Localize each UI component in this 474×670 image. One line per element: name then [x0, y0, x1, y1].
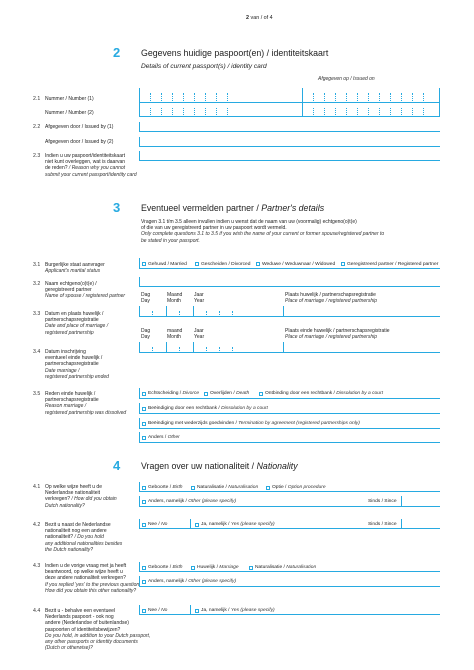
court-dissolution-checkbox[interactable]	[259, 392, 263, 396]
issued-on-header: Afgegeven op / Issued on	[318, 76, 375, 82]
dissolution-row-4	[139, 432, 440, 443]
section-3-number: 3	[113, 200, 121, 215]
since-label: Sinds / Since	[368, 499, 397, 504]
no-other-documents-checkbox[interactable]	[142, 609, 146, 613]
issued-by-1-label: Afgegeven door / Issued by (1)	[45, 124, 114, 130]
question-number: 3.5	[33, 391, 41, 397]
other-method-option-label: Anders, namelijk / Other (please specify)	[148, 579, 237, 584]
dissolution-reason-label: Reden einde huwelijk / partnerschapsregistratie Reason marriage / registered partnership was dissolved	[45, 391, 127, 416]
marriage-option-label: Huwelijk / Marriage	[197, 565, 239, 570]
day-header: Dag Day	[141, 328, 151, 341]
court-termination-option-label: Beëindiging door een rechtbank / Dissolution by a court	[148, 406, 268, 411]
mutual-agreement-checkbox[interactable]	[142, 422, 146, 426]
naturalisation-option-label: Naturalisatie / Naturalisation	[255, 565, 317, 570]
widowed-checkbox[interactable]	[256, 262, 260, 266]
birth-option-label: Geboorte / Birth	[148, 485, 183, 490]
other-nationality-method-label: Indien u de vorige vraag met ja heeft beantwoord, op welke wijze heeft u deze andere nationaliteit verkregen? If you replied 'yes' to the previous question, How did you obtain this other nationality?	[45, 563, 141, 594]
section-4-title: Vragen over uw nationaliteit / Nationality	[141, 461, 298, 471]
section-2-title: Gegevens huidige paspoort(en) / identiteitskaart	[141, 48, 329, 58]
passport-number-1-label: Nummer / Number (1)	[45, 96, 94, 102]
page-number: 2	[246, 15, 249, 21]
other-method-checkbox[interactable]	[142, 580, 146, 584]
question-number: 3.2	[33, 281, 41, 287]
marriage-date-place-label: Datum en plaats huwelijk / partnerschapsregistratie Date and place of marriage / registered partnership	[45, 311, 109, 336]
naturalisation-checkbox[interactable]	[191, 486, 195, 490]
mutual-agreement-option-label: Beëindiging met wederzijds goedvinden / Termination by agreement (registered partnerships only)	[148, 421, 360, 426]
birth-checkbox[interactable]	[142, 486, 146, 490]
question-number: 2.1	[33, 96, 41, 102]
month-header: maand Month	[167, 328, 183, 341]
no-option-label: Nee / No	[148, 522, 168, 527]
spouse-name-label: Naam echtgeno(o)t(e) / geregistreerd partner Name of spouse / registered partner	[45, 281, 126, 300]
question-number: 4.2	[33, 522, 41, 528]
question-number: 3.3	[33, 311, 41, 317]
no-option-label: Nee / No	[148, 608, 168, 613]
other-reason-option-label: Anders / Other	[148, 435, 180, 440]
divorced-checkbox[interactable]	[195, 262, 199, 266]
section-3-title: Eventueel vermelden partner / Partner's details	[141, 203, 325, 213]
other-nationality-method-checkbox[interactable]	[142, 500, 146, 504]
section-2-number: 2	[113, 45, 121, 60]
death-checkbox[interactable]	[204, 392, 208, 396]
marital-status-label: Burgerlijke staat aanvrager Applicant's marital status	[45, 262, 105, 275]
birth-option-label: Geboorte / Birth	[148, 565, 183, 570]
page-counter	[246, 15, 273, 21]
month-header: Maand Month	[167, 292, 183, 305]
naturalisation-option-label: Naturalisatie / Naturalisation	[197, 485, 259, 490]
yes-other-documents-checkbox[interactable]	[195, 609, 199, 613]
marriage-date-field[interactable]	[139, 306, 440, 317]
other-documents-label: Bezit u - behalve een eventueel Nederlands paspoort - ook nog andere (Nederlandse of buitenlandse) paspoorten of identiteitsbewijzen? Do you hold, in addition to your Dutch passport, any other passports or identity documents (Dutch or otherwise)?	[45, 608, 151, 652]
married-checkbox[interactable]	[142, 262, 146, 266]
yes-other-nationality-checkbox[interactable]	[195, 523, 199, 527]
marriage-checkbox[interactable]	[191, 566, 195, 570]
issued-by-1-field[interactable]	[139, 122, 440, 132]
passport-number-2-field[interactable]	[139, 103, 440, 117]
no-passport-reason-label: Indien u uw paspoort/identiteitskaart niet kunt overleggen, wat is daarvan de reden? / Reason why you cannot submit your current passport/identity card	[45, 153, 137, 178]
registered-partner-option-label: Geregistreerd partner / Registered partner	[347, 261, 439, 267]
other-method-option-label: Anders, namelijk / Other (please specify)	[148, 499, 237, 504]
divorce-checkbox[interactable]	[142, 392, 146, 396]
place-header: Plaats einde huwelijk / partnerschapsregistratie Place of marriage / registered partnership	[285, 328, 390, 341]
yes-option-label: Ja, namelijk / Yes (please specify)	[201, 522, 275, 527]
section-4-number: 4	[113, 458, 121, 473]
option-procedure-checkbox[interactable]	[266, 486, 270, 490]
other-reason-checkbox[interactable]	[142, 436, 146, 440]
divorced-option-label: Gescheiden / Divorced	[201, 261, 251, 267]
yes-option-label: Ja, namelijk / Yes (please specify)	[201, 608, 275, 613]
question-number: 2.2	[33, 124, 41, 130]
question-number: 3.4	[33, 349, 41, 355]
married-option-label: Gehuwd / Married	[148, 261, 187, 267]
question-number: 3.1	[33, 262, 41, 268]
question-number: 2.3	[33, 153, 41, 159]
place-header: Plaats huwelijk / partnerschapsregistratie Place of marriage / registered partnership	[285, 292, 377, 305]
no-other-nationality-checkbox[interactable]	[142, 523, 146, 527]
marriage-end-date-field[interactable]	[139, 342, 440, 353]
passport-number-1-field[interactable]	[139, 88, 440, 103]
divorce-option-label: Echtscheiding / Divorce	[148, 391, 200, 396]
day-header: Dag Day	[141, 292, 151, 305]
year-header: Jaar Year	[194, 292, 205, 305]
other-nationality-label: Bezit u naast de Nederlandse nationaliteit nog een andere nationaliteit? / Do you hold any additional nationalities besides the Dutch nationality?	[45, 522, 123, 553]
other-documents-row	[139, 605, 440, 615]
section-3-intro: Vragen 3.1 t/m 3.5 alleen invullen indien u wenst dat de naam van uw (voormalig) echtgeno(o)t(e) of die van uw geregistreerd partner in uw paspoort wordt vermeld. Only complete questions 3.1 to 3.5 if you wish the name of your current or former spouse/registered partner to be stated in your passport.	[141, 219, 385, 244]
court-dissolution-option-label: Ontbinding door een rechtbank / Dissolution by a court	[265, 391, 383, 396]
marriage-end-date-label: Datum inschrijving eventueel einde huwelijk / partnerschapsregistratie Date marriage / registered partnership ended	[45, 349, 109, 380]
naturalisation-checkbox[interactable]	[249, 566, 253, 570]
widowed-option-label: Weduwe / Weduwnaar / Widowed	[262, 261, 336, 267]
since-label: Sinds / Since	[368, 522, 397, 527]
passport-number-2-label: Nummer / Number (2)	[45, 110, 94, 116]
question-number: 4.3	[33, 563, 41, 569]
section-2-subtitle: Details of current passport(s) / identity card	[141, 63, 267, 70]
question-number: 4.4	[33, 608, 41, 614]
issued-by-2-label: Afgegeven door / Issued by (2)	[45, 139, 114, 145]
death-option-label: Overlijden / Death	[210, 391, 250, 396]
birth-checkbox[interactable]	[142, 566, 146, 570]
option-procedure-option-label: Optie / Option procedure	[272, 485, 326, 490]
registered-partner-checkbox[interactable]	[341, 262, 345, 266]
year-header: Jaar Year	[194, 328, 205, 341]
spouse-name-field[interactable]	[139, 277, 440, 287]
court-termination-checkbox[interactable]	[142, 407, 146, 411]
question-number: 4.1	[33, 484, 41, 490]
issued-by-2-field[interactable]	[139, 137, 440, 147]
no-passport-reason-field[interactable]	[139, 151, 440, 161]
page-of: van / of 4	[250, 15, 273, 21]
dutch-nationality-obtained-label: Op welke wijze heeft u de Nederlandse nationaliteit verkregen? / How did you obtain Dutch nationality?	[45, 484, 117, 509]
